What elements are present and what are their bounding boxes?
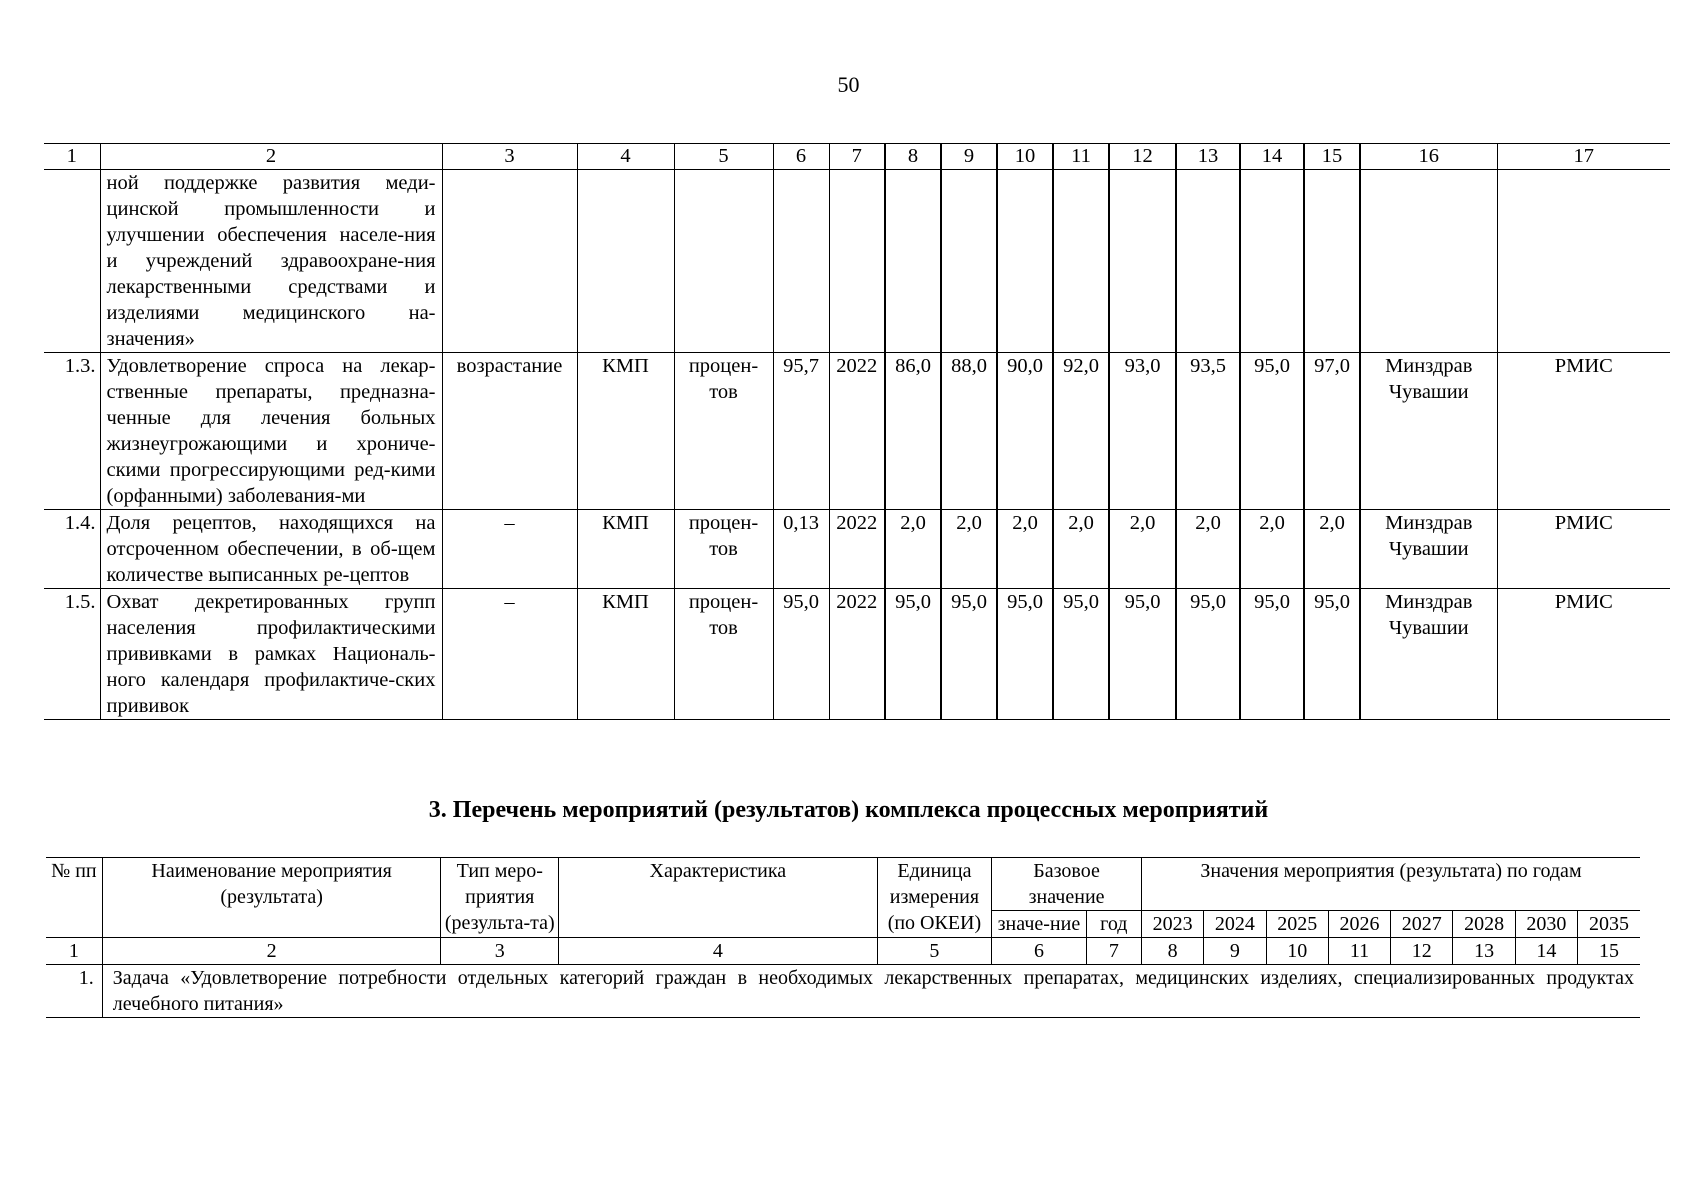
section-title: 3. Перечень мероприятий (результатов) комплекса процессных мероприятий [428,797,1269,823]
column-number-row [44,144,1670,170]
header-year: 2024 [1204,911,1266,938]
base-year: 2022 [829,589,885,720]
col-num: 13 [1453,938,1515,965]
table-row-continuation [44,170,1670,353]
header-base-year: год [1086,911,1141,938]
header-year: 2026 [1328,911,1390,938]
col-num: 3 [441,938,559,965]
table-row [44,353,1670,510]
year-value: 2,0 [1240,510,1304,589]
col-num: 9 [941,144,997,170]
col-num: 6 [773,144,829,170]
year-value: 93,0 [1109,353,1176,510]
row-number: 1.3. [44,353,100,510]
year-value: 95,0 [1304,589,1360,720]
header-type: Тип меро-приятия (результа-та) [441,858,559,938]
indicator-name: Охват декретированных групп населения профилактическими прививками в рамках Националь-ного календаря профилактиче-ских прививок [100,589,442,720]
year-value: 95,0 [1109,589,1176,720]
header-row [46,858,1640,911]
col-num: 4 [577,144,674,170]
year-value: 2,0 [1304,510,1360,589]
indicator-unit: процен-тов [674,589,773,720]
col-num: 8 [1141,938,1203,965]
task-text: Задача «Удовлетворение потребности отдельных категорий граждан в необходимых лекарственных препаратах, медицинских изделиях, специализированных продуктах лечебного питания» [102,965,1640,1018]
col-num: 11 [1328,938,1390,965]
col-num: 2 [102,938,441,965]
header-year: 2023 [1141,911,1203,938]
indicator-type: – [442,589,577,720]
year-value: 95,0 [1240,353,1304,510]
row-number: 1.4. [44,510,100,589]
indicator-level: КМП [577,353,674,510]
year-value: 2,0 [1109,510,1176,589]
col-num: 10 [997,144,1053,170]
year-value: 95,0 [997,589,1053,720]
indicator-name: Удовлетворение спроса на лекар-ственные препараты, предназна-ченные для лечения больных жизнеугрожающими и хрониче-скими прогрессирующими ред-кими (орфанными) заболевания-ми [100,353,442,510]
col-num: 4 [559,938,878,965]
header-name: Наименование мероприятия (результата) [102,858,441,938]
indicator-name: ной поддержке развития меди-цинской промышленности и улучшении обеспечения населе-ния и учреждений здравоохране-ния лекарственными средствами и изделиями медицинского на-значения» [100,170,442,353]
year-value: 90,0 [997,353,1053,510]
row-number: 1.5. [44,589,100,720]
indicator-unit: процен-тов [674,510,773,589]
year-value: 88,0 [941,353,997,510]
base-value: 0,13 [773,510,829,589]
info-system: РМИС [1497,589,1670,720]
header-year: 2028 [1453,911,1515,938]
indicator-level: КМП [577,589,674,720]
page-number: 50 [837,72,860,97]
col-num: 14 [1240,144,1304,170]
header-year: 2030 [1515,911,1577,938]
col-num: 6 [992,938,1086,965]
col-num: 8 [885,144,941,170]
responsible: Минздрав Чувашии [1360,510,1497,589]
year-value: 95,0 [1176,589,1240,720]
col-num: 15 [1304,144,1360,170]
year-value: 95,0 [941,589,997,720]
col-num: 1 [44,144,100,170]
col-num: 11 [1053,144,1109,170]
year-value: 2,0 [941,510,997,589]
col-num: 7 [829,144,885,170]
header-base: Базовое значение [992,858,1142,911]
header-num: № пп [46,858,102,938]
col-num: 12 [1391,938,1453,965]
col-num: 7 [1086,938,1141,965]
col-num: 12 [1109,144,1176,170]
column-number-row [46,938,1640,965]
col-num: 13 [1176,144,1240,170]
activities-table [46,857,1640,1018]
info-system: РМИС [1497,510,1670,589]
col-num: 9 [1204,938,1266,965]
col-num: 14 [1515,938,1577,965]
task-row [46,965,1640,1018]
header-unit: Единица измерения (по ОКЕИ) [877,858,992,938]
base-year: 2022 [829,353,885,510]
indicator-unit: процен-тов [674,353,773,510]
year-value: 86,0 [885,353,941,510]
year-value: 95,0 [1053,589,1109,720]
year-value: 95,0 [1240,589,1304,720]
responsible: Минздрав Чувашии [1360,353,1497,510]
year-value: 2,0 [997,510,1053,589]
header-values-by-year: Значения мероприятия (результата) по годам [1141,858,1640,911]
table-row [44,589,1670,720]
base-year: 2022 [829,510,885,589]
indicator-level: КМП [577,510,674,589]
header-characteristic: Характеристика [559,858,878,938]
table-row [44,510,1670,589]
col-num: 1 [46,938,102,965]
year-value: 93,5 [1176,353,1240,510]
year-value: 2,0 [1053,510,1109,589]
header-year: 2025 [1266,911,1328,938]
header-base-value: значе-ние [992,911,1086,938]
col-num: 5 [877,938,992,965]
col-num: 2 [100,144,442,170]
header-year: 2035 [1578,911,1640,938]
header-year: 2027 [1391,911,1453,938]
year-value: 92,0 [1053,353,1109,510]
indicator-name: Доля рецептов, находящихся на отсроченном обеспечении, в об-щем количестве выписанных ре-цептов [100,510,442,589]
base-value: 95,7 [773,353,829,510]
year-value: 97,0 [1304,353,1360,510]
indicator-type: – [442,510,577,589]
indicators-table [44,143,1670,720]
col-num: 3 [442,144,577,170]
col-num: 15 [1578,938,1640,965]
col-num: 10 [1266,938,1328,965]
year-value: 2,0 [885,510,941,589]
year-value: 2,0 [1176,510,1240,589]
indicator-type: возрастание [442,353,577,510]
col-num: 16 [1360,144,1497,170]
base-value: 95,0 [773,589,829,720]
year-value: 95,0 [885,589,941,720]
task-number: 1. [46,965,102,1018]
info-system: РМИС [1497,353,1670,510]
col-num: 5 [674,144,773,170]
responsible: Минздрав Чувашии [1360,589,1497,720]
col-num: 17 [1497,144,1670,170]
